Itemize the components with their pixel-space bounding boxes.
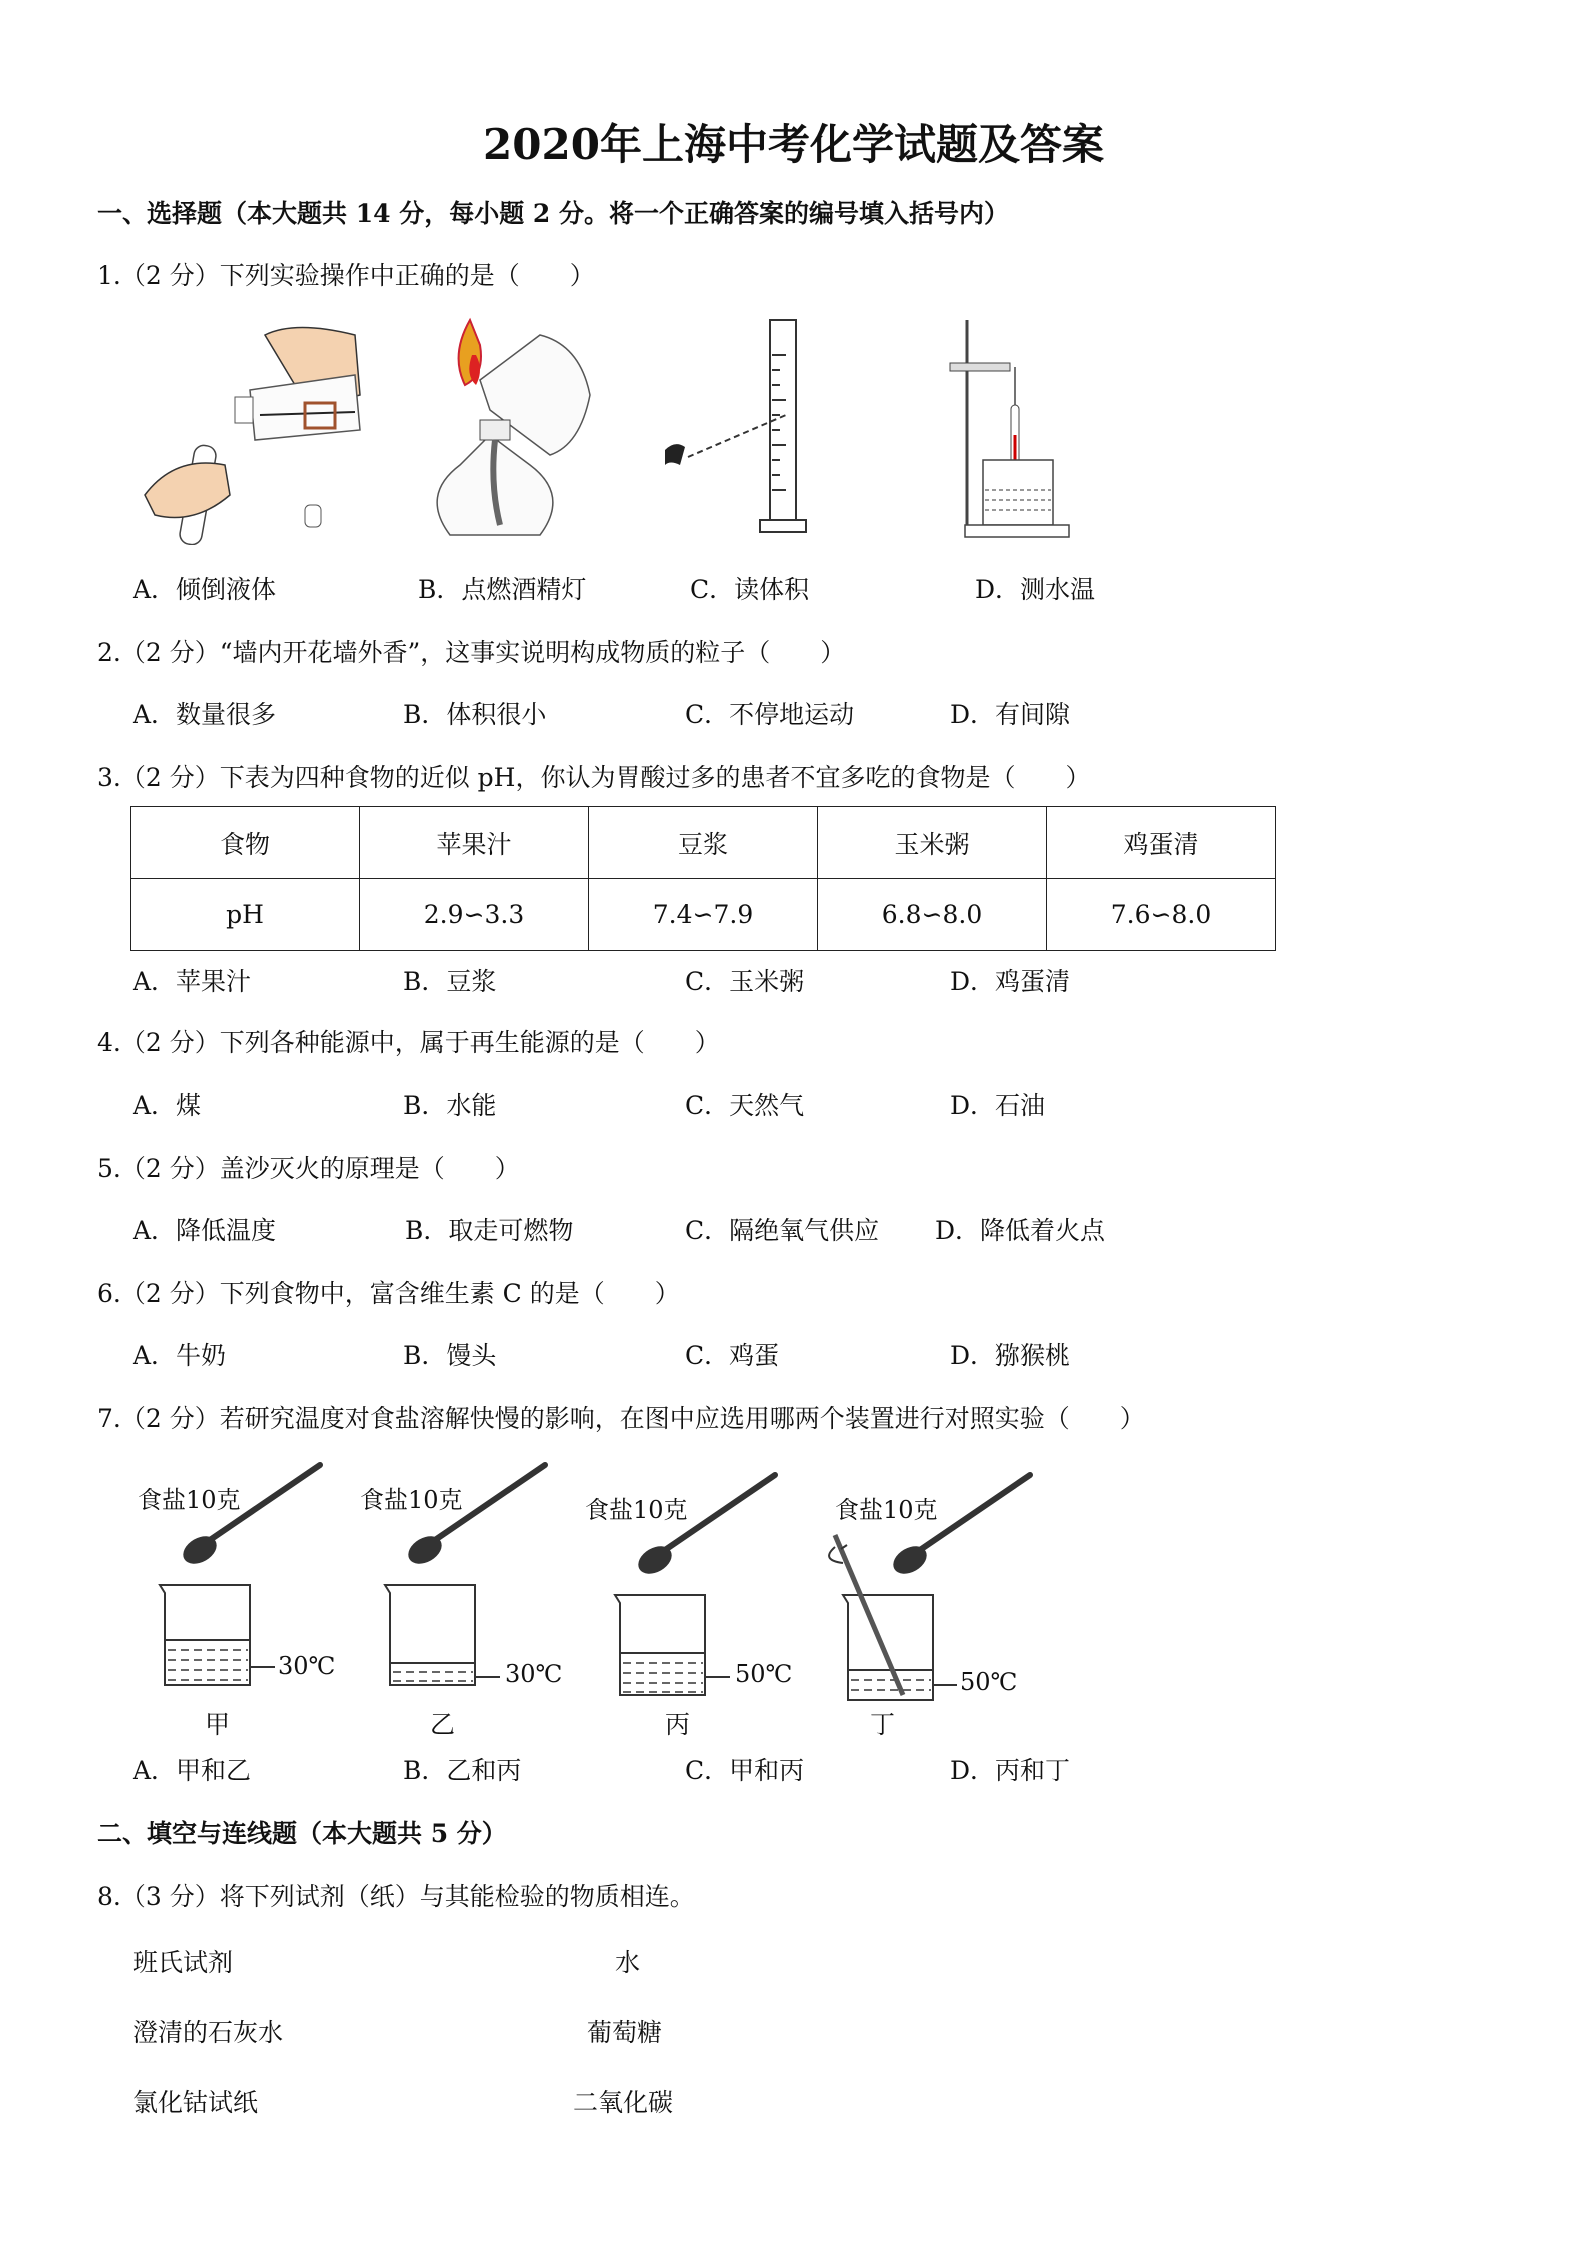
q1-option-b: B．点燃酒精灯 [418, 575, 587, 604]
match-right-item-3: 二氧化碳 [573, 2088, 674, 2117]
q5-option-d: D．降低着火点 [935, 1216, 1106, 1245]
match-right-item-1: 水 [615, 1948, 641, 1977]
ph-table-value-row [131, 879, 1276, 951]
question-2-stem: 2.（2 分）“墙内开花墙外香”，这事实说明构成物质的粒子（ ） [97, 638, 846, 667]
beaker-2-salt-label: 食盐10克 [360, 1486, 463, 1514]
beaker-2-temp: 30℃ [505, 1660, 563, 1688]
q5-option-a: A．降低温度 [133, 1216, 277, 1245]
q4-option-d: D．石油 [950, 1091, 1046, 1120]
beaker-4-temp: 50℃ [960, 1668, 1018, 1696]
figure-lighting-alcohol-lamp [410, 315, 610, 545]
q2-option-d: D．有间隙 [950, 700, 1071, 729]
figure-measuring-water-temperature [945, 315, 1095, 545]
question-4-stem: 4.（2 分）下列各种能源中，属于再生能源的是（ ） [97, 1028, 720, 1057]
table-cell: 豆浆 [589, 807, 818, 879]
q2-option-c: C．不停地运动 [685, 700, 855, 729]
beaker-1-temp: 30℃ [278, 1652, 336, 1680]
q4-option-a: A．煤 [133, 1091, 202, 1120]
q3-option-c: C．玉米粥 [685, 967, 805, 996]
q3-option-a: A．苹果汁 [133, 967, 252, 996]
q3-option-b: B．豆浆 [403, 967, 497, 996]
table-cell: 玉米粥 [818, 807, 1047, 879]
question-3-stem: 3.（2 分）下表为四种食物的近似 pH，你认为胃酸过多的患者不宜多吃的食物是（ ） [97, 763, 1091, 792]
q5-option-b: B．取走可燃物 [405, 1216, 574, 1245]
beaker-3-temp: 50℃ [735, 1660, 793, 1688]
page-title: 2020年上海中考化学试题及答案 [483, 120, 1104, 169]
q7-option-c: C．甲和丙 [685, 1756, 805, 1785]
match-right-item-2: 葡萄糖 [587, 2018, 663, 2047]
q1-option-c: C．读体积 [690, 575, 810, 604]
table-cell: 7.4∽7.9 [589, 879, 818, 951]
table-cell: 食物 [131, 807, 360, 879]
beaker-2-name: 乙 [430, 1710, 456, 1739]
q3-option-d: D．鸡蛋清 [950, 967, 1071, 996]
beaker-4-salt-label: 食盐10克 [835, 1496, 938, 1524]
beaker-3-name: 丙 [665, 1710, 691, 1739]
table-cell: 苹果汁 [360, 807, 589, 879]
beaker-3-salt-label: 食盐10克 [585, 1496, 688, 1524]
section-1-heading: 一、选择题（本大题共 14 分，每小题 2 分。将一个正确答案的编号填入括号内） [97, 199, 1010, 228]
q5-option-c: C．隔绝氧气供应 [685, 1216, 880, 1245]
beaker-3-figure [605, 1465, 855, 1715]
figure-pouring-liquid [135, 315, 375, 545]
match-left-item-1: 班氏试剂 [133, 1948, 234, 1977]
q6-option-c: C．鸡蛋 [685, 1341, 780, 1370]
match-left-item-2: 澄清的石灰水 [133, 2018, 284, 2047]
beaker-1-salt-label: 食盐10克 [138, 1486, 241, 1514]
question-5-stem: 5.（2 分）盖沙灭火的原理是（ ） [97, 1154, 520, 1183]
q4-option-b: B．水能 [403, 1091, 497, 1120]
question-8-stem: 8.（3 分）将下列试剂（纸）与其能检验的物质相连。 [97, 1882, 695, 1911]
ph-table-header-row [131, 807, 1276, 879]
q2-option-b: B．体积很小 [403, 700, 547, 729]
table-cell: 7.6∽8.0 [1047, 879, 1276, 951]
question-6-stem: 6.（2 分）下列食物中，富含维生素 C 的是（ ） [97, 1279, 680, 1308]
question-7-stem: 7.（2 分）若研究温度对食盐溶解快慢的影响，在图中应选用哪两个装置进行对照实验（ ） [97, 1404, 1145, 1433]
ph-table [130, 806, 1276, 951]
beaker-4-name: 丁 [870, 1710, 896, 1739]
q4-option-c: C．天然气 [685, 1091, 805, 1120]
q1-option-d: D．测水温 [975, 575, 1096, 604]
q7-option-b: B．乙和丙 [403, 1756, 522, 1785]
q1-option-a: A．倾倒液体 [133, 575, 277, 604]
section-2-heading: 二、填空与连线题（本大题共 5 分） [97, 1819, 507, 1848]
q6-option-b: B．馒头 [403, 1341, 497, 1370]
table-cell: pH [131, 879, 360, 951]
q6-option-d: D．猕猴桃 [950, 1341, 1071, 1370]
beaker-4-figure [825, 1465, 1075, 1725]
q2-option-a: A．数量很多 [133, 700, 277, 729]
match-left-item-3: 氯化钴试纸 [133, 2088, 259, 2117]
table-cell: 鸡蛋清 [1047, 807, 1276, 879]
table-cell: 6.8∽8.0 [818, 879, 1047, 951]
figure-reading-graduated-cylinder [660, 315, 840, 545]
q7-option-d: D．丙和丁 [950, 1756, 1071, 1785]
q7-option-a: A．甲和乙 [133, 1756, 252, 1785]
beaker-1-name: 甲 [205, 1710, 231, 1739]
table-cell: 2.9∽3.3 [360, 879, 589, 951]
question-1-stem: 1.（2 分）下列实验操作中正确的是（ ） [97, 261, 595, 290]
q6-option-a: A．牛奶 [133, 1341, 227, 1370]
